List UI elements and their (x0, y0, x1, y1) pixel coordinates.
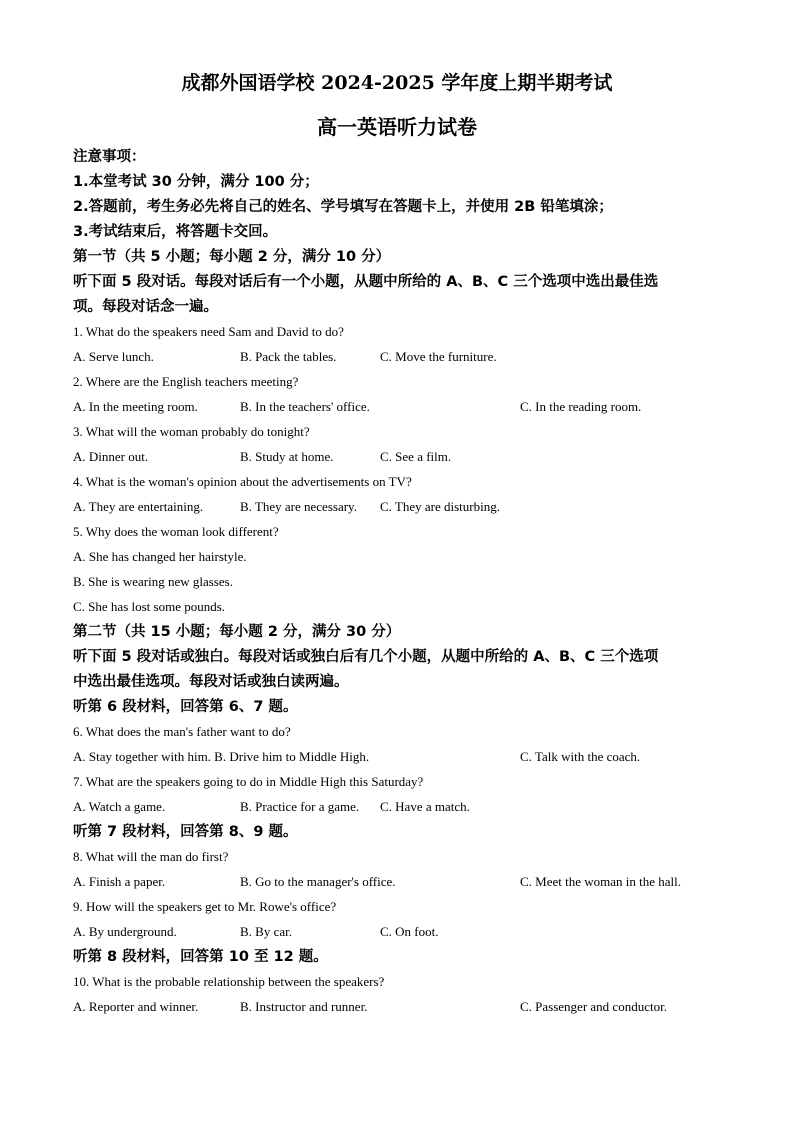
section-instruction: 听下面 5 段对话或独白。每段对话或独白后有几个小题，从题中所给的 A、B、C 三个选项 (73, 649, 659, 665)
option-ab: A. Stay together with him. B. Drive him to Middle High. (73, 749, 370, 764)
option-c: C. Meet the woman in the hall. (520, 874, 682, 889)
option-c: C. Passenger and conductor. (520, 999, 667, 1014)
notice-item: 1.本堂考试 30 分钟，满分 100 分； (73, 174, 319, 190)
question-text: 9. How will the speakers get to Mr. Rowe's office? (73, 899, 337, 914)
option-a: A. Watch a game. (73, 799, 166, 814)
question-text: 7. What are the speakers going to do in Middle High this Saturday? (73, 774, 424, 789)
option-c: C. See a film. (380, 449, 452, 464)
material-instruction: 听第 7 段材料，回答第 8、9 题。 (73, 824, 298, 840)
section-instruction: 听下面 5 段对话。每段对话后有一个小题，从题中所给的 A、B、C 三个选项中选出最佳选 (73, 274, 659, 290)
material-instruction: 听第 8 段材料，回答第 10 至 12 题。 (73, 949, 328, 965)
section-heading: 第二节（共 15 小题；每小题 2 分，满分 30 分） (73, 624, 401, 640)
option-a: A. They are entertaining. (73, 499, 204, 514)
option-b: B. Practice for a game. (240, 799, 360, 814)
question-text: 8. What will the man do first? (73, 849, 229, 864)
option-a: A. Serve lunch. (73, 349, 154, 364)
option-c: C. Move the furniture. (380, 349, 497, 364)
option-b: B. In the teachers' office. (240, 399, 370, 414)
question-text: 2. Where are the English teachers meeting? (73, 374, 299, 389)
option-b: B. Pack the tables. (240, 349, 337, 364)
option-a: A. By underground. (73, 924, 177, 939)
question-text: 1. What do the speakers need Sam and David to do? (73, 324, 344, 339)
option-a: A. In the meeting room. (73, 399, 198, 414)
section-instruction: 项。每段对话念一遍。 (73, 299, 218, 315)
page-subtitle: 高一英语听力试卷 (317, 115, 477, 139)
section-instruction: 中选出最佳选项。每段对话或独白读两遍。 (73, 674, 349, 690)
option-b: B. They are necessary. (240, 499, 357, 514)
option-a: A. Dinner out. (73, 449, 149, 464)
option-b: B. Study at home. (240, 449, 334, 464)
option-a: A. She has changed her hairstyle. (73, 549, 247, 564)
option-c: C. Talk with the coach. (520, 749, 641, 764)
option-c: C. In the reading room. (520, 399, 642, 414)
option-b: B. Instructor and runner. (240, 999, 368, 1014)
notice-heading: 注意事项： (73, 149, 146, 165)
material-instruction: 听第 6 段材料，回答第 6、7 题。 (73, 699, 298, 715)
option-a: A. Finish a paper. (73, 874, 166, 889)
option-a: A. Reporter and winner. (73, 999, 199, 1014)
option-c: C. She has lost some pounds. (73, 599, 226, 614)
section-heading: 第一节（共 5 小题；每小题 2 分，满分 10 分） (73, 249, 391, 265)
question-text: 5. Why does the woman look different? (73, 524, 279, 539)
notice-item: 3.考试结束后，将答题卡交回。 (73, 224, 278, 240)
page-title: 成都外国语学校 2024-2025 学年度上期半期考试 (181, 72, 613, 94)
question-text: 3. What will the woman probably do tonight? (73, 424, 310, 439)
option-b: B. Go to the manager's office. (240, 874, 396, 889)
option-c: C. They are disturbing. (380, 499, 500, 514)
option-b: B. By car. (240, 924, 292, 939)
question-text: 6. What does the man's father want to do? (73, 724, 291, 739)
question-text: 10. What is the probable relationship between the speakers? (73, 974, 385, 989)
question-text: 4. What is the woman's opinion about the advertisements on TV? (73, 474, 412, 489)
notice-item: 2.答题前，考生务必先将自己的姓名、学号填写在答题卡上，并使用 2B 铅笔填涂； (73, 199, 613, 215)
option-c: C. Have a match. (380, 799, 470, 814)
option-c: C. On foot. (380, 924, 439, 939)
option-b: B. She is wearing new glasses. (73, 574, 233, 589)
